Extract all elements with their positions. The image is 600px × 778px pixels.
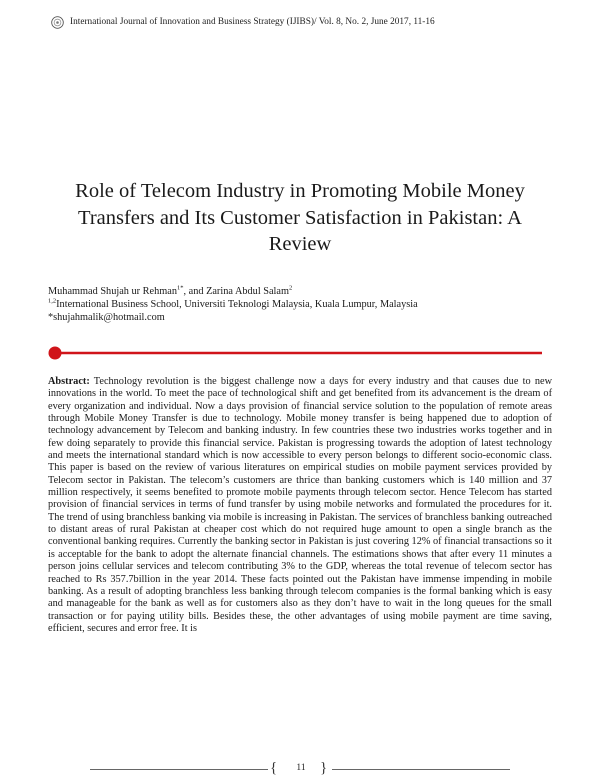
footer-rule-left	[90, 769, 268, 770]
page-footer	[90, 758, 510, 778]
author-block	[48, 285, 548, 324]
section-divider	[48, 346, 542, 360]
affiliation-line	[48, 298, 548, 311]
paper-title: Role of Telecom Industry in Promoting Mobile Money Transfers and Its Customer Satisfaction in Pakistan: A Review	[75, 180, 525, 255]
left-brace-ornament: {	[270, 760, 278, 776]
affiliation: International Business School, Universiti Teknologi Malaysia, Kuala Lumpur, Malaysia	[56, 299, 418, 310]
abstract	[48, 376, 552, 635]
author-line	[48, 285, 548, 298]
footer-rule-right	[332, 769, 510, 770]
divider-dot	[49, 347, 62, 360]
author-1-marker: 1*	[176, 284, 184, 292]
author-2-marker: 2	[289, 284, 293, 292]
journal-citation: International Journal of Innovation and Business Strategy (IJIBS)/ Vol. 8, No. 2, June 2017, 11-16	[70, 17, 435, 27]
author-1: Muhammad Shujah ur Rehman	[48, 286, 177, 297]
affiliation-marker: 1,2	[48, 297, 57, 305]
author-joiner: , and Zarina Abdul Salam	[183, 286, 290, 297]
abstract-text: Technology revolution is the biggest challenge now a days for every industry and that causes due to new innovations in the world. To meet the pace of technological shift and get benefited from its advancement is the dream of every organization and individual. Now a days provision of financial service solution to the population of remote areas through Mobile Money Transfer is due to technology. Mobile money transfer is being happened due to adoption of technology advancement by Telecom and banking industry. In few countries these two industries works together and in few doing separately to provide this financial service. Pakistan is progressing towards the adoption of latest technology and meets the international standard which is now accessible to every person belongs to different socio-economic class. This paper is based on the review of various literatures on empirical studies on mobile payment services provided by Telecom sector in Pakistan. The telecom’s customers are thrice than banking customers which is 140 million and 37 million respectively, it seems benefited to promote mobile payments through telecom sector. Hence Telecom has started provision of financial services in terms of fund transfer by using mobile networks and formulated the procedures for it. The trend of using branchless banking via mobile is increasing in Pakistan. The services of branchless banking outreached to distant areas of rural Pakistan at cheaper cost which do not required huge amount to open a single branch as the conventional banking requires. Currently the banking sector in Pakistan is just covering 12% of financial transactions so it is acceptable for the bank to adopt the alternate financial channels. The estimations shows that after every 11 minutes a person joins cellular services and telecom contributing 3% to the GDP, whereas the total revenue of telecom sector has reached to Rs 357.7billion in the year 2014. These facts pointed out the Pakistan have immense impending in mobile banking. As a result of adopting branchless less banking through telecom companies is the formal banking which is easy and manageable for the bank as well as for customers also as they don’t have to wait in the long queues for the small transaction or for paying utility bills. Besides these, the other advantages of using mobile payment are time saving, efficient, secures and error free. It is	[48, 376, 553, 634]
corresponding-email[interactable]: *shujahmalik@hotmail.com	[48, 312, 165, 323]
running-header	[51, 15, 571, 29]
right-brace-ornament: }	[320, 760, 328, 776]
abstract-label: Abstract:	[48, 376, 90, 387]
email-line	[48, 311, 548, 324]
page-number: 11	[296, 763, 306, 773]
journal-emblem-icon	[51, 16, 64, 29]
